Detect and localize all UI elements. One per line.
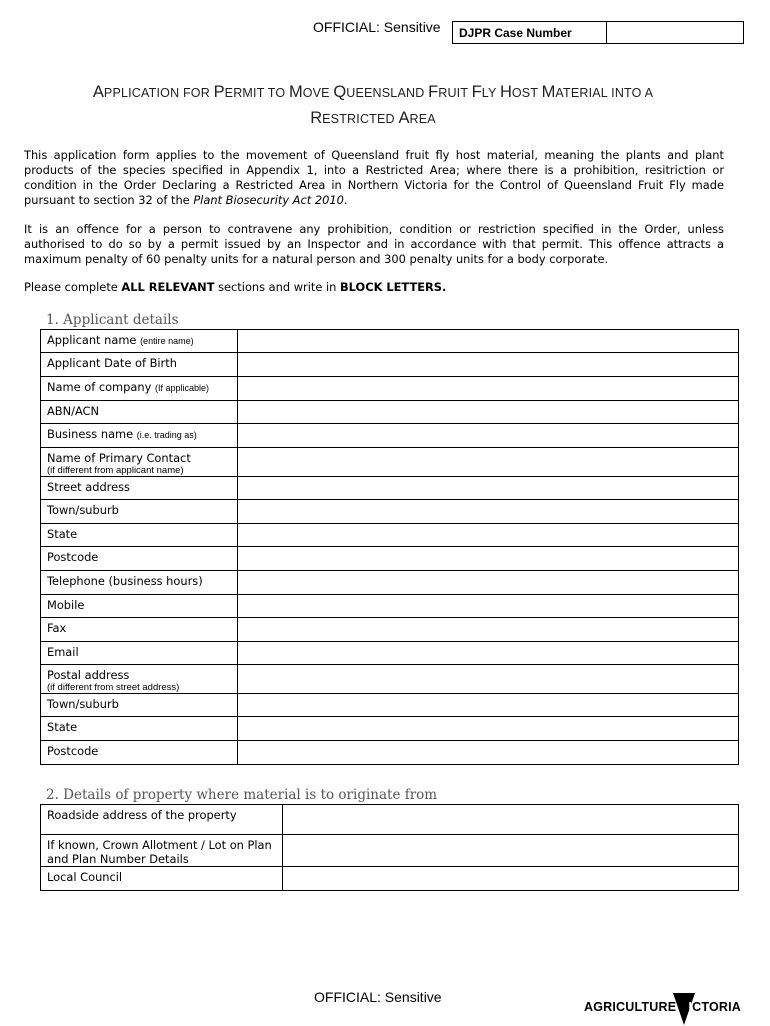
form-row bbox=[41, 353, 739, 377]
form-row bbox=[41, 867, 739, 891]
form-title-line-2 bbox=[24, 106, 722, 132]
field-label: Applicant Date of Birth bbox=[47, 356, 177, 370]
logo-text-part-1: AGRICULTURE V bbox=[584, 1000, 689, 1014]
field-input-cell[interactable] bbox=[238, 377, 739, 401]
form-row bbox=[41, 571, 739, 595]
title-initial: A bbox=[92, 83, 104, 101]
title-word-rest: OST bbox=[511, 86, 542, 100]
property-details-table bbox=[40, 804, 739, 891]
field-label: Business name bbox=[47, 427, 134, 441]
form-row bbox=[41, 500, 739, 524]
title-word-rest: PPLICATION FOR bbox=[103, 86, 214, 100]
field-input-cell[interactable] bbox=[238, 595, 739, 618]
field-label: State bbox=[47, 527, 78, 541]
title-word-rest: ESTRICTED bbox=[322, 112, 399, 126]
field-label-cell bbox=[41, 477, 238, 500]
field-input-cell[interactable] bbox=[238, 665, 739, 694]
field-label-cell bbox=[41, 424, 238, 448]
field-label-cell bbox=[41, 571, 238, 595]
title-word-rest: OVE bbox=[302, 86, 334, 100]
form-row bbox=[41, 642, 739, 665]
title-initial: P bbox=[213, 83, 225, 101]
field-label: Postcode bbox=[47, 744, 99, 758]
agriculture-victoria-logo bbox=[584, 1000, 741, 1014]
field-input-cell[interactable] bbox=[238, 330, 739, 353]
instruction-text-mid: sections and write in bbox=[214, 280, 340, 294]
title-initial: Q bbox=[333, 83, 347, 101]
field-label: State bbox=[47, 720, 78, 734]
form-row bbox=[41, 424, 739, 448]
logo-letter-i-icon: I bbox=[688, 1000, 693, 1014]
form-row bbox=[41, 595, 739, 618]
field-label: Street address bbox=[47, 480, 130, 494]
form-row bbox=[41, 377, 739, 401]
title-initial: M bbox=[541, 83, 556, 101]
title-initial: A bbox=[398, 109, 410, 127]
field-input-cell[interactable] bbox=[238, 642, 739, 665]
field-label: Postcode bbox=[47, 550, 99, 564]
form-row bbox=[41, 717, 739, 741]
field-input-cell[interactable] bbox=[283, 835, 739, 867]
form-row bbox=[41, 448, 739, 477]
field-label: Name of Primary Contact bbox=[47, 451, 191, 465]
field-label-cell bbox=[41, 642, 238, 665]
field-label: Mobile bbox=[47, 598, 85, 612]
title-word-rest: ATERIAL INTO A bbox=[555, 86, 654, 100]
form-row bbox=[41, 694, 739, 717]
field-input-cell[interactable] bbox=[238, 424, 739, 448]
field-label: Fax bbox=[47, 621, 67, 635]
field-label: Local Council bbox=[41, 867, 283, 891]
field-input-cell[interactable] bbox=[238, 571, 739, 595]
section-2-heading: 2. Details of property where material is to originate from bbox=[46, 787, 438, 803]
field-label: ABN/ACN bbox=[47, 404, 100, 418]
field-label-cell bbox=[41, 547, 238, 571]
form-row bbox=[41, 835, 739, 867]
field-sub-note: (if different from applicant name) bbox=[47, 465, 184, 476]
field-label: Town/suburb bbox=[47, 503, 119, 517]
form-row bbox=[41, 665, 739, 694]
field-label: Postal address bbox=[47, 668, 130, 682]
intro-text-end: . bbox=[343, 193, 348, 207]
field-label-cell bbox=[41, 741, 238, 765]
field-input-cell[interactable] bbox=[283, 805, 739, 835]
field-label-cell bbox=[41, 401, 238, 424]
intro-text: This application form applies to the movement of Queensland fruit fly host material, meaning the plants and plant products of the species specified in Appendix 1, into a Restricted Area; where there is a prohibition, resitriction or condition in the Order Declaring a Restricted Area in Northern Victoria for the Control of Queensland Fruit Fly made pursuant to section 32 of the bbox=[24, 148, 724, 207]
field-label: Email bbox=[47, 645, 79, 659]
intro-paragraph-2: It is an offence for a person to contravene any prohibition, condition or restriction specified in the Order, unless authorised to do so by a permit issued by an Inspector and in accordance with that permit. This offence attracts a maximum penalty of 60 penalty units for a natural person and 300 penalty units for a body corporate. bbox=[24, 222, 724, 266]
form-title-line-1 bbox=[24, 80, 722, 106]
title-initial: F bbox=[428, 83, 439, 101]
field-label: Telephone (business hours) bbox=[47, 574, 203, 588]
title-word-rest: ERMIT TO bbox=[224, 86, 289, 100]
title-word-rest: RUIT bbox=[438, 86, 472, 100]
field-input-cell[interactable] bbox=[238, 524, 739, 547]
case-number-label: DJPR Case Number bbox=[453, 22, 607, 43]
field-input-cell[interactable] bbox=[238, 694, 739, 717]
case-number-field[interactable] bbox=[607, 22, 743, 43]
field-label-cell bbox=[41, 353, 238, 377]
field-input-cell[interactable] bbox=[238, 741, 739, 765]
field-note: (entire name) bbox=[140, 336, 194, 346]
field-input-cell[interactable] bbox=[238, 477, 739, 500]
title-initial: M bbox=[288, 83, 303, 101]
field-label-cell bbox=[41, 377, 238, 401]
field-input-cell[interactable] bbox=[238, 500, 739, 524]
section-1-heading: 1. Applicant details bbox=[46, 312, 179, 328]
field-label-cell bbox=[41, 500, 238, 524]
field-note: (If applicable) bbox=[154, 383, 209, 393]
field-input-cell[interactable] bbox=[238, 448, 739, 477]
field-input-cell[interactable] bbox=[238, 547, 739, 571]
form-title bbox=[24, 80, 722, 132]
field-input-cell[interactable] bbox=[238, 401, 739, 424]
instruction-emphasis-2: BLOCK LETTERS. bbox=[340, 280, 447, 294]
instruction-paragraph bbox=[24, 280, 724, 295]
field-label-cell bbox=[41, 595, 238, 618]
intro-paragraph-1 bbox=[24, 148, 724, 208]
applicant-details-table bbox=[40, 329, 739, 765]
field-label-cell bbox=[41, 618, 238, 642]
title-word-rest: REA bbox=[409, 112, 436, 126]
title-word-rest: LY bbox=[481, 86, 500, 100]
title-word-rest: UEENSLAND bbox=[346, 86, 429, 100]
field-label: Town/suburb bbox=[47, 697, 119, 711]
form-row bbox=[41, 547, 739, 571]
form-row bbox=[41, 805, 739, 835]
field-label-cell bbox=[41, 694, 238, 717]
field-label-cell bbox=[41, 717, 238, 741]
field-label: Roadside address of the property bbox=[41, 805, 283, 835]
field-input-cell[interactable] bbox=[283, 867, 739, 891]
title-initial: F bbox=[471, 83, 482, 101]
form-row bbox=[41, 477, 739, 500]
classification-label-top: OFFICIAL: Sensitive bbox=[313, 19, 441, 35]
case-number-box bbox=[452, 21, 744, 44]
field-label-cell bbox=[41, 448, 238, 477]
form-row bbox=[41, 524, 739, 547]
field-sub-note: (if different from street address) bbox=[47, 682, 180, 693]
field-input-cell[interactable] bbox=[238, 717, 739, 741]
title-initial: H bbox=[499, 83, 512, 101]
field-label: Applicant name bbox=[47, 333, 137, 347]
field-label: Name of company bbox=[47, 380, 152, 394]
form-row bbox=[41, 330, 739, 353]
form-row bbox=[41, 741, 739, 765]
field-label-cell bbox=[41, 665, 238, 694]
instruction-text: Please complete bbox=[24, 280, 122, 294]
field-input-cell[interactable] bbox=[238, 353, 739, 377]
instruction-emphasis-1: ALL RELEVANT bbox=[121, 280, 215, 294]
act-name: Plant Biosecurity Act 2010 bbox=[193, 193, 344, 207]
form-row bbox=[41, 401, 739, 424]
classification-label-bottom: OFFICIAL: Sensitive bbox=[314, 989, 442, 1005]
field-label-cell bbox=[41, 330, 238, 353]
field-label: If known, Crown Allotment / Lot on Plan and Plan Number Details bbox=[41, 835, 283, 867]
title-initial: R bbox=[310, 109, 323, 127]
logo-text-part-2: CTORIA bbox=[692, 1000, 742, 1014]
field-label-cell bbox=[41, 524, 238, 547]
form-row bbox=[41, 618, 739, 642]
field-note: (i.e. trading as) bbox=[136, 430, 197, 440]
field-input-cell[interactable] bbox=[238, 618, 739, 642]
